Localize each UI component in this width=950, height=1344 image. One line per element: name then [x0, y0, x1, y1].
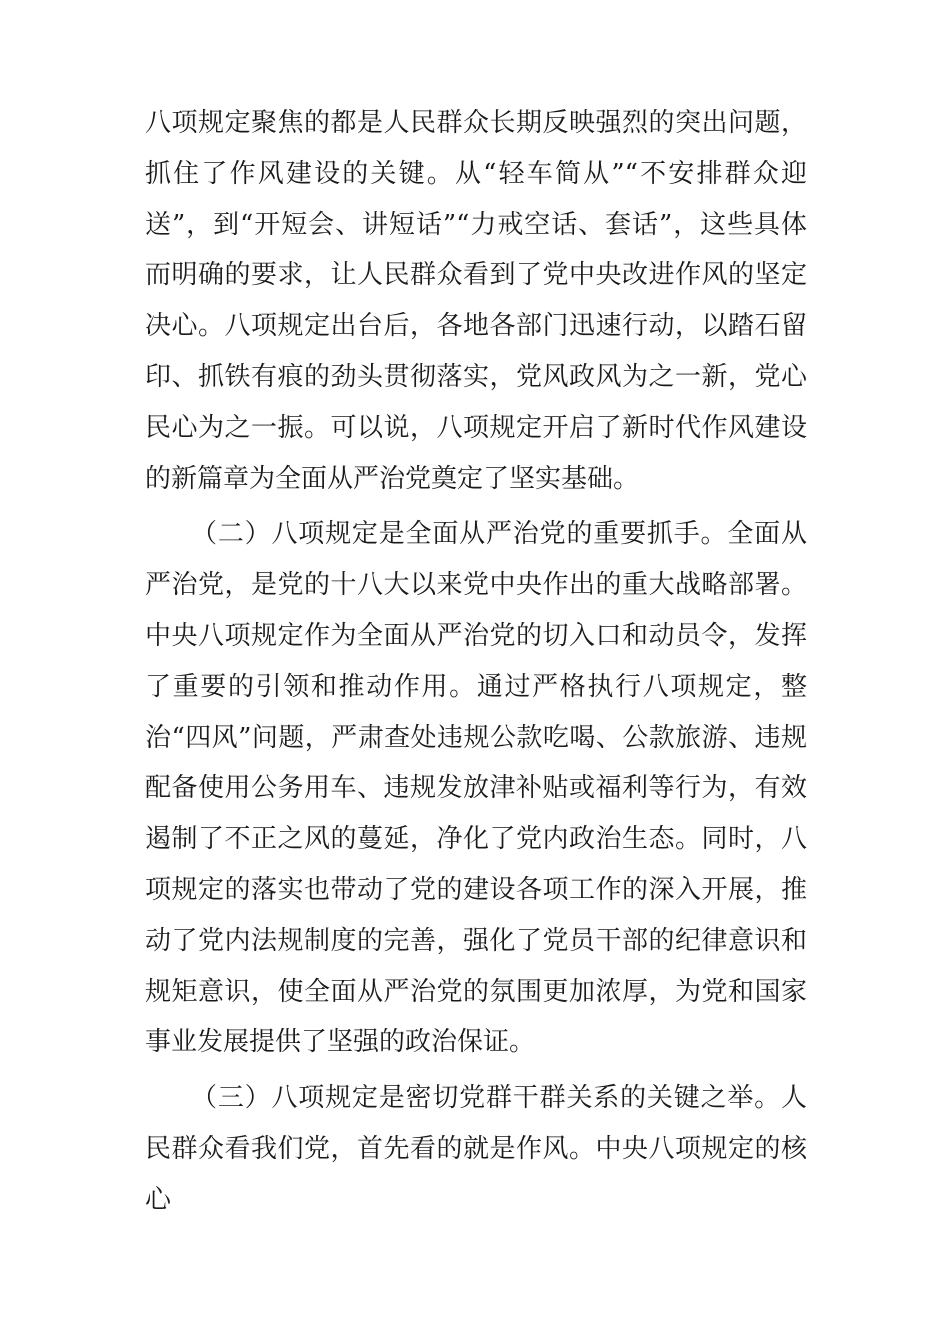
- document-body: [145, 98, 807, 1226]
- paragraph-3-section-three: （三）八项规定是密切党群干群关系的关键之举。人民群众看我们党，首先看的就是作风。中央八项规定的核心: [145, 1083, 807, 1215]
- paragraph-2-section-two: （二）八项规定是全面从严治党的重要抓手。全面从严治党，是党的十八大以来党中央作出的重大战略部署。中央八项规定作为全面从严治党的切入口和动员令，发挥了重要的引领和推动作用。通过严格执行八项规定，整治“四风”问题，严肃查处违规公款吃喝、公款旅游、违规配备使用公务用车、违规发放津补贴或福利等行为，有效遏制了不正之风的蔓延，净化了党内政治生态。同时，八项规定的落实也带动了党的建设各项工作的深入开展，推动了党内法规制度的完善，强化了党员干部的纪律意识和规矩意识，使全面从严治党的氛围更加浓厚，为党和国家事业发展提供了坚强的政治保证。: [145, 519, 807, 1058]
- paragraph-1-continued: 八项规定聚焦的都是人民群众长期反映强烈的突出问题，抓住了作风建设的关键。从“轻车简从”“不安排群众迎送”，到“开短会、讲短话”“力戒空话、套话”，这些具体而明确的要求，让人民群众看到了党中央改进作风的坚定决心。八项规定出台后，各地各部门迅速行动，以踏石留印、抓铁有痕的劲头贯彻落实，党风政风为之一新，党心民心为之一振。可以说，八项规定开启了新时代作风建设的新篇章为全面从严治党奠定了坚实基础。: [145, 108, 807, 494]
